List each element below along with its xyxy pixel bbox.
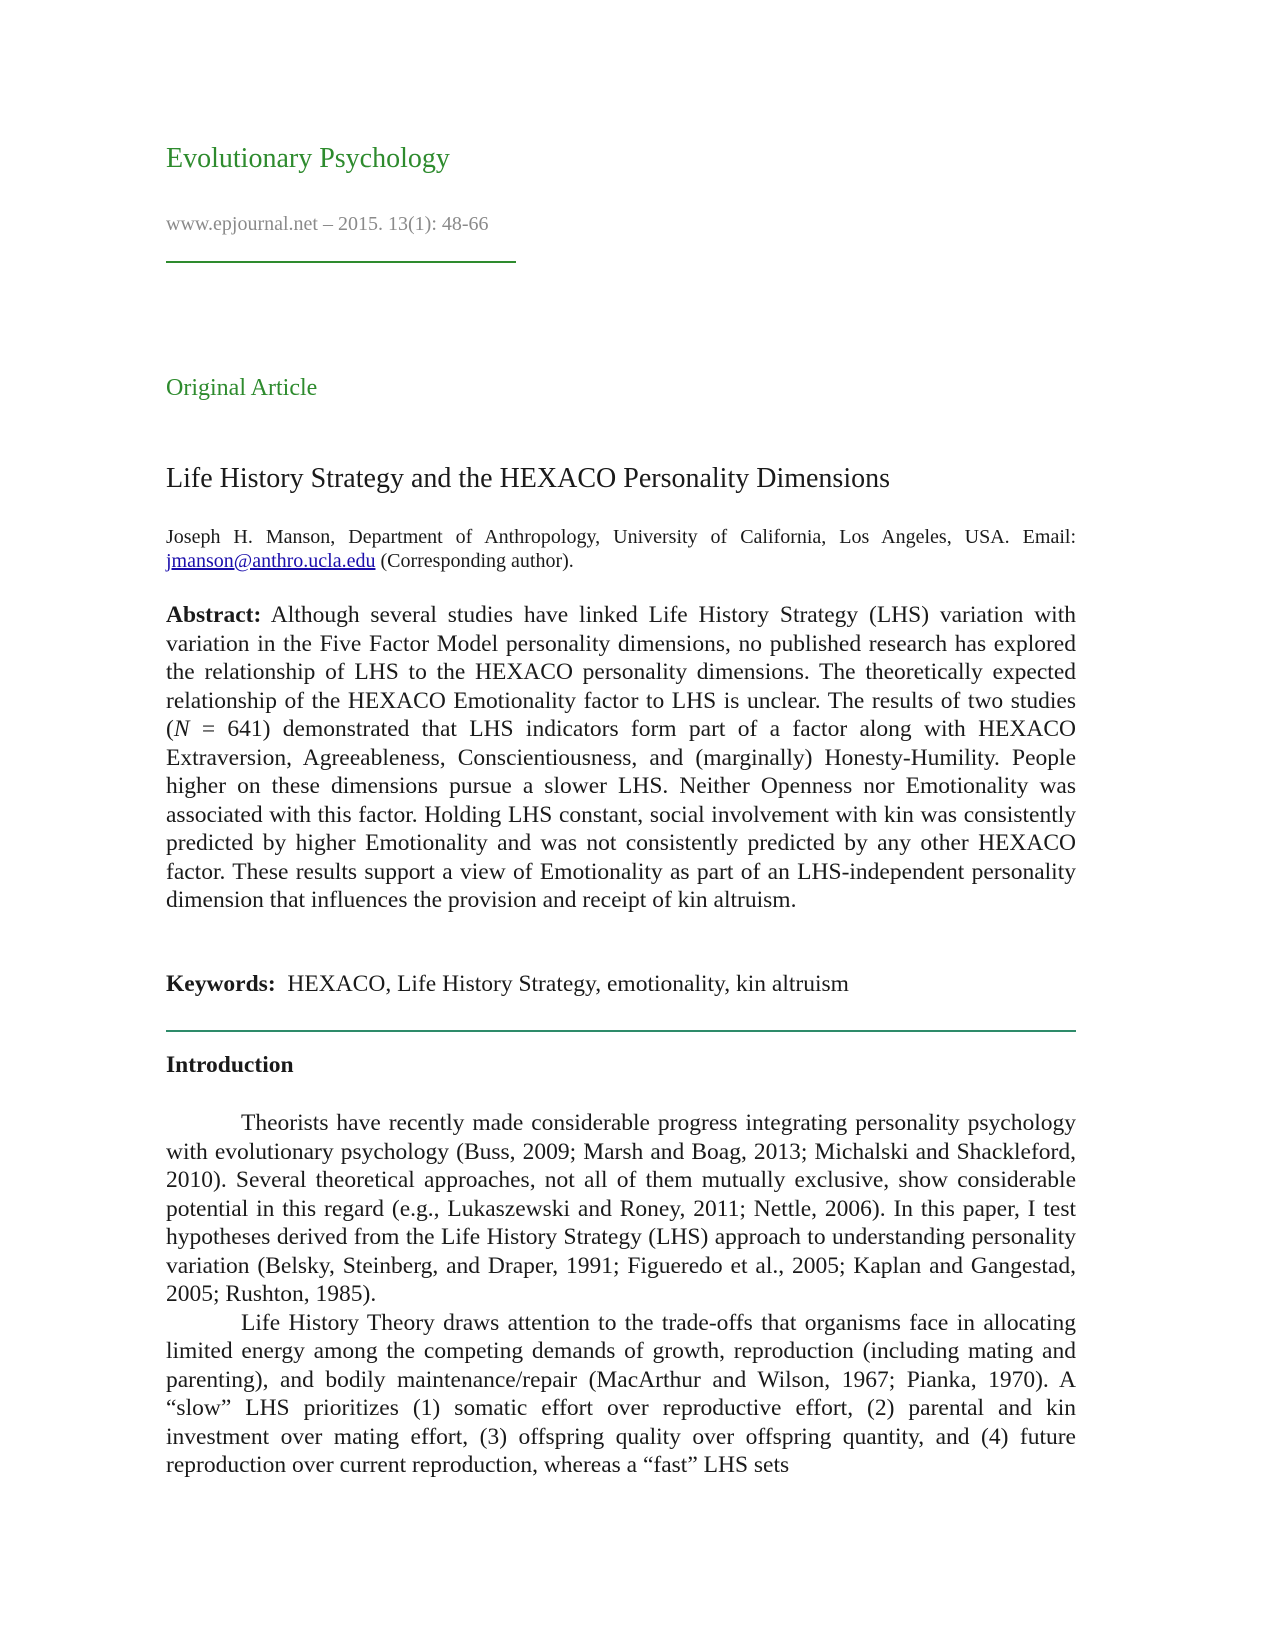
keywords-text: HEXACO, Life History Strategy, emotionality, kin altruism [275, 971, 849, 997]
introduction-heading: Introduction [166, 1052, 294, 1078]
abstract-label: Abstract: [166, 602, 262, 628]
journal-name: Evolutionary Psychology [166, 143, 450, 174]
journal-citation: www.epjournal.net – 2015. 13(1): 48-66 [166, 213, 489, 235]
introduction-body [166, 1109, 1076, 1480]
author-info [166, 525, 1076, 573]
section-divider [166, 1030, 1076, 1032]
abstract-sample-size-symbol: N [173, 716, 190, 742]
author-affiliation: Joseph H. Manson, Department of Anthropology, University of California, Los Angeles, USA. Email: [166, 526, 1076, 548]
header-divider [166, 261, 516, 263]
author-email-link[interactable]: jmanson@anthro.ucla.edu [166, 550, 376, 572]
keywords [166, 970, 1076, 998]
abstract-text-part1: Although several studies have linked Life History Strategy (LHS) variation with variation in the Five Factor Model personality dimensions, no published research has explored the relationship of LHS to the HEXACO personality dimensions. The theoretically expected relationship of the HEXACO Emotionality factor to LHS is unclear. The results of two studies ( [166, 602, 1076, 742]
abstract-text-part2: = 641) demonstrated that LHS indicators form part of a factor along with HEXACO Extraversion, Agreeableness, Conscientiousness, and (marginally) Honesty-Humility. People higher on these dimensions pursue a slower LHS. Neither Openness nor Emotionality was associated with this factor. Holding LHS constant, social involvement with kin was consistently predicted by higher Emotionality and was not consistently predicted by any other HEXACO factor. These results support a view of Emotionality as part of an LHS-independent personality dimension that influences the provision and receipt of kin altruism. [166, 716, 1076, 913]
article-type: Original Article [166, 375, 318, 401]
introduction-paragraph: Life History Theory draws attention to the trade-offs that organisms face in allocating limited energy among the competing demands of growth, reproduction (including mating and parenting), and bodily maintenance/repair (MacArthur and Wilson, 1967; Pianka, 1970). A “slow” LHS prioritizes (1) somatic effort over reproductive effort, (2) parental and kin investment over mating effort, (3) offspring quality over offspring quantity, and (4) future reproduction over current reproduction, whereas a “fast” LHS sets [166, 1309, 1076, 1478]
introduction-paragraph: Theorists have recently made considerable progress integrating personality psychology with evolutionary psychology (Buss, 2009; Marsh and Boag, 2013; Michalski and Shackleford, 2010). Several theoretical approaches, not all of them mutually exclusive, show considerable potential in this regard (e.g., Lukaszewski and Roney, 2011; Nettle, 2006). In this paper, I test hypotheses derived from the Life History Strategy (LHS) approach to understanding personality variation (Belsky, Steinberg, and Draper, 1991; Figueredo et al., 2005; Kaplan and Gangestad, 2005; Rushton, 1985). [166, 1110, 1076, 1307]
author-note: (Corresponding author). [375, 550, 574, 572]
article-title: Life History Strategy and the HEXACO Personality Dimensions [166, 463, 891, 494]
keywords-label: Keywords: [166, 971, 276, 997]
abstract [166, 601, 1076, 915]
